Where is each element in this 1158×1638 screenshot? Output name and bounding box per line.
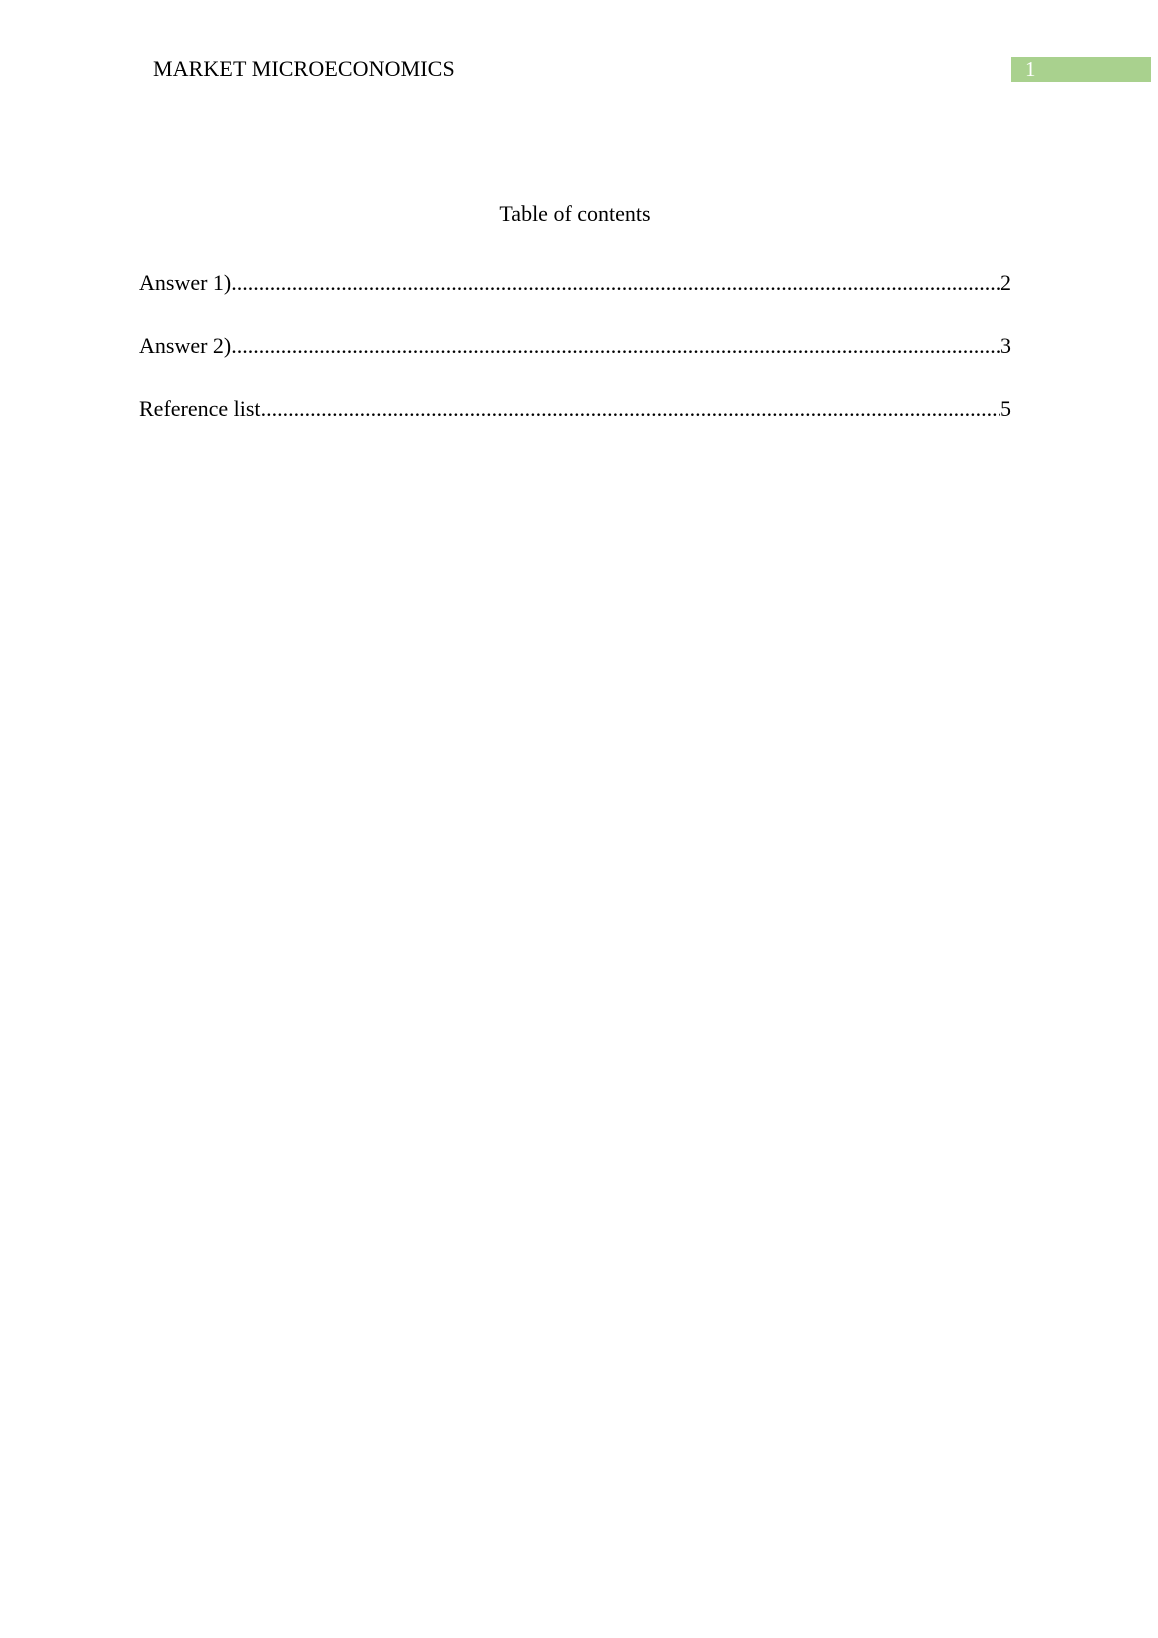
- toc-dot-leader: [231, 333, 1000, 359]
- page-number-box: [1011, 57, 1151, 82]
- toc-heading: Table of contents: [499, 201, 651, 226]
- toc-dot-leader: [261, 396, 1000, 422]
- toc-entry-label: Reference list: [139, 396, 261, 421]
- toc-entry-answer-1[interactable]: [139, 270, 1011, 296]
- table-of-contents: [139, 270, 1011, 459]
- page-number: 1: [1025, 57, 1036, 81]
- toc-entry-answer-2[interactable]: [139, 333, 1011, 359]
- toc-entry-label: Answer 2): [139, 333, 232, 358]
- toc-entry-page: 5: [1000, 396, 1011, 421]
- running-header-title: MARKET MICROECONOMICS: [153, 56, 455, 81]
- toc-entry-label: Answer 1): [139, 270, 232, 295]
- toc-entry-reference-list[interactable]: [139, 396, 1011, 422]
- toc-entry-page: 3: [1000, 333, 1011, 358]
- toc-entry-page: 2: [1000, 270, 1011, 295]
- toc-dot-leader: [231, 270, 1000, 296]
